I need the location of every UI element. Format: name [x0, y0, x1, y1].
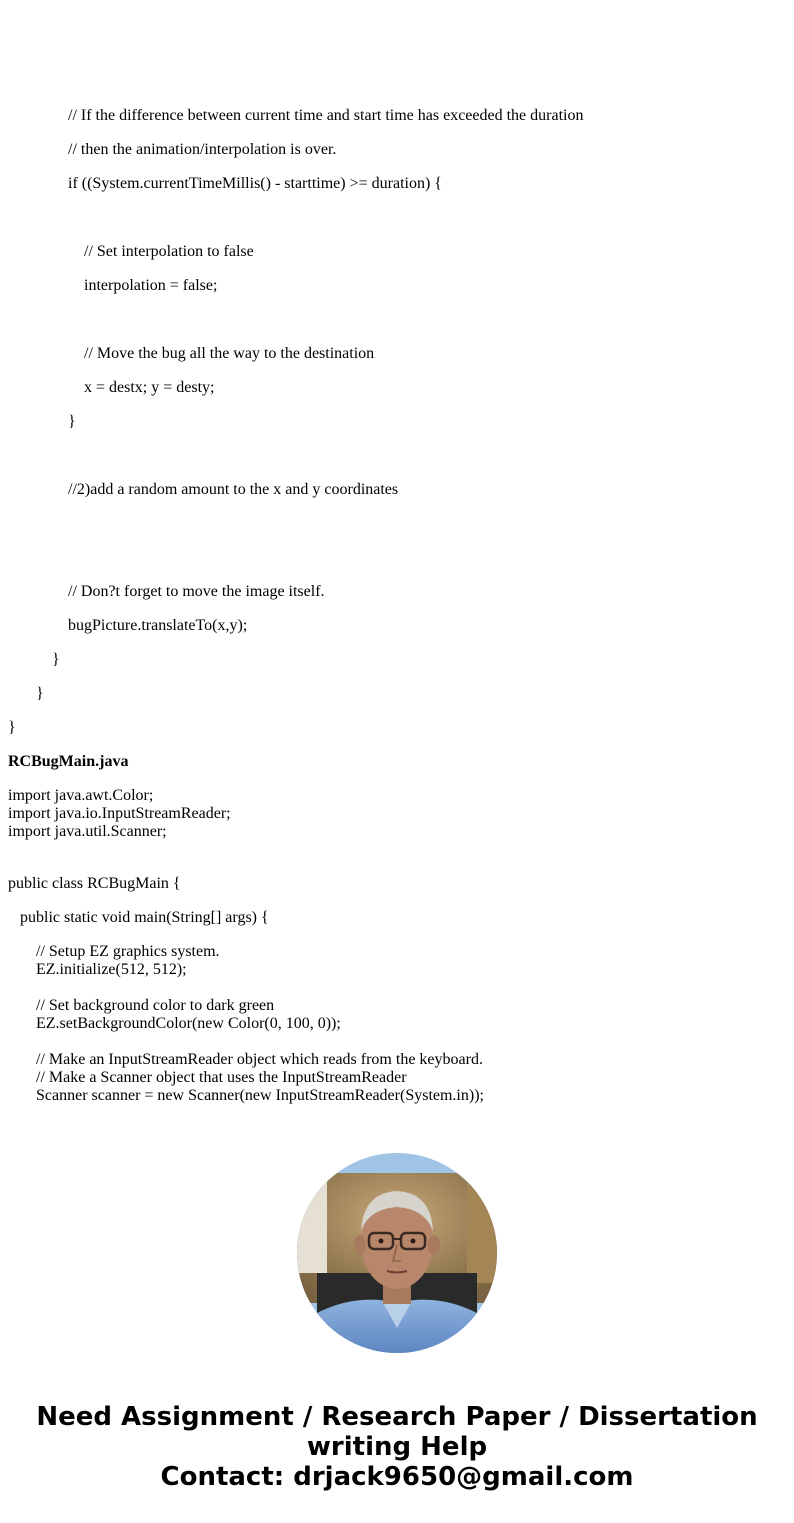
- code-line: if ((System.currentTimeMillis() - starttime) >= duration) {: [68, 175, 442, 192]
- code-line: // If the difference between current time and start time has exceeded the duration: [68, 107, 584, 124]
- code-line: }: [68, 413, 76, 430]
- contact-banner: [0, 1402, 794, 1492]
- code-line: interpolation = false;: [84, 277, 218, 294]
- code-line: Scanner scanner = new Scanner(new InputStreamReader(System.in));: [36, 1087, 484, 1104]
- code-line: // Don?t forget to move the image itself.: [68, 583, 325, 600]
- code-line: x = destx; y = desty;: [84, 379, 215, 396]
- code-line: //2)add a random amount to the x and y coordinates: [68, 481, 399, 498]
- code-line: // Set interpolation to false: [84, 243, 254, 260]
- code-line: public class RCBugMain {: [8, 875, 181, 892]
- file-heading: RCBugMain.java: [8, 753, 129, 770]
- code-line: }: [52, 651, 60, 668]
- code-line: // Make a Scanner object that uses the InputStreamReader: [36, 1069, 407, 1086]
- banner-line: Need Assignment / Research Paper / Dissertation: [36, 1402, 758, 1432]
- code-line: public static void main(String[] args) {: [20, 909, 269, 926]
- code-line: // Move the bug all the way to the destination: [84, 345, 375, 362]
- avatar: [297, 1153, 497, 1353]
- code-line: }: [36, 685, 44, 702]
- code-line: // Make an InputStreamReader object which reads from the keyboard.: [36, 1051, 483, 1068]
- banner-line: writing Help: [306, 1432, 488, 1462]
- code-line: import java.io.InputStreamReader;: [8, 805, 231, 822]
- code-line: // Set background color to dark green: [36, 997, 275, 1014]
- code-line: // then the animation/interpolation is over.: [68, 141, 337, 158]
- code-line: import java.awt.Color;: [8, 787, 154, 804]
- code-line: }: [8, 719, 16, 736]
- contact-email[interactable]: Contact: drjack9650@gmail.com: [160, 1462, 634, 1492]
- code-line: import java.util.Scanner;: [8, 823, 167, 840]
- code-line: // Setup EZ graphics system.: [36, 943, 220, 960]
- code-line: bugPicture.translateTo(x,y);: [68, 617, 248, 634]
- code-line: EZ.setBackgroundColor(new Color(0, 100, 0));: [36, 1015, 341, 1032]
- portrait-photo: [297, 1153, 497, 1353]
- code-line: EZ.initialize(512, 512);: [36, 961, 187, 978]
